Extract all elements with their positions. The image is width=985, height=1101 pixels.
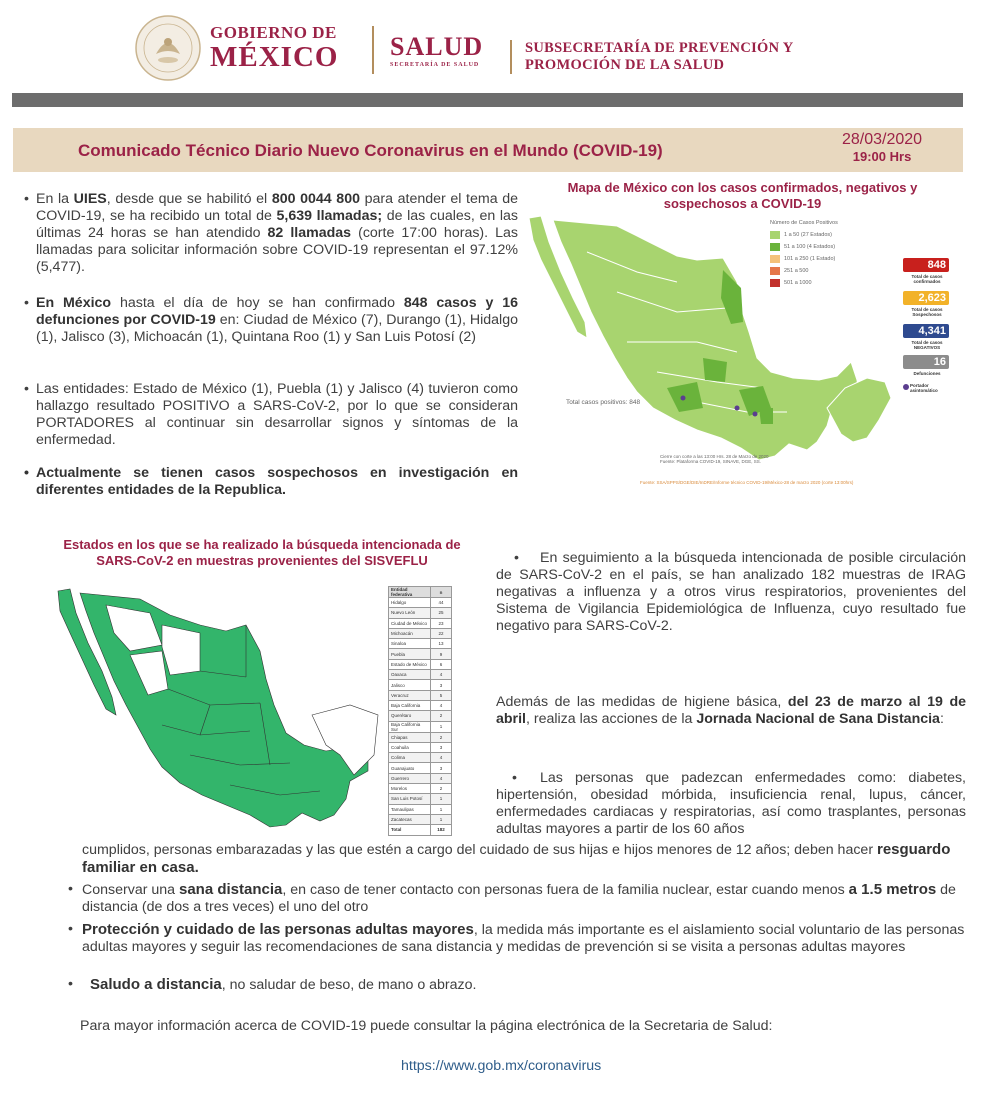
personas-continuation bbox=[82, 841, 967, 877]
table-row bbox=[389, 608, 452, 618]
table-row bbox=[389, 598, 452, 608]
portador-dot-icon bbox=[903, 384, 909, 390]
text-strong: Protección y cuidado de las personas adultas mayores bbox=[82, 921, 474, 938]
table-cell-entidad: Guanajuato bbox=[389, 763, 431, 773]
legend-items bbox=[770, 229, 870, 289]
legend-title: Número de Casos Positivos bbox=[770, 220, 838, 226]
bullet-dot: • bbox=[514, 550, 519, 566]
table-cell-entidad: Colima bbox=[389, 753, 431, 763]
legend-swatch bbox=[770, 255, 780, 263]
table-row bbox=[389, 618, 452, 628]
text: de distancia (de dos a tres veces) el uno del otro bbox=[82, 882, 956, 915]
bullet-adultos-mayores bbox=[68, 921, 967, 956]
sisveflu-table bbox=[388, 586, 452, 836]
bullet-dot: • bbox=[24, 381, 29, 397]
table-cell-n: 3 bbox=[431, 763, 452, 773]
table-cell-entidad: Ciudad de México bbox=[389, 618, 431, 628]
text: , la medida más importante es el aislamiento social voluntario de las personas adultas mayores y seguir las recomendaciones de sana distancia y medidas de prevención si se visita a personas adultas mayores bbox=[82, 922, 965, 955]
table-cell-entidad: Tamaulipas bbox=[389, 804, 431, 814]
text: , en caso de tener contacto con personas fuera de la familia nuclear, estar cuando menos bbox=[282, 882, 849, 898]
table-cell-n: 2 bbox=[431, 732, 452, 742]
table-cell-entidad: Oaxaca bbox=[389, 670, 431, 680]
bullet-uies bbox=[24, 191, 519, 276]
seguimiento-paragraph bbox=[496, 550, 966, 635]
table-cell-n: 182 bbox=[431, 825, 452, 835]
table-cell-n: 2 bbox=[431, 711, 452, 721]
legend-label: 51 a 100 (4 Estados) bbox=[784, 244, 836, 250]
table-cell-n: 3 bbox=[431, 742, 452, 752]
text: para atender el tema de COVID-19, se ha recibido un total de bbox=[36, 191, 519, 224]
stat-label: Defunciones bbox=[913, 371, 941, 376]
bullet-dot: • bbox=[68, 921, 73, 937]
subsecretaria-title bbox=[525, 40, 794, 74]
table-cell-n: 4 bbox=[431, 670, 452, 680]
table-row bbox=[389, 732, 452, 742]
table-cell-n: 23 bbox=[431, 618, 452, 628]
gobierno-de-mexico-logo bbox=[210, 24, 338, 72]
table-row bbox=[389, 639, 452, 649]
table-row bbox=[389, 700, 452, 710]
map1-total-label: Total casos positivos: 848 bbox=[566, 399, 641, 406]
gobierno-line2: MÉXICO bbox=[210, 41, 339, 73]
table-row bbox=[389, 659, 452, 669]
bullet-mexico-cases bbox=[24, 295, 518, 346]
table-cell-n: 13 bbox=[431, 639, 452, 649]
bullet-dot: • bbox=[24, 191, 29, 207]
text: En la bbox=[36, 191, 74, 207]
bullet-sana-distancia bbox=[68, 881, 967, 916]
text-strong: 82 llamadas bbox=[267, 225, 352, 241]
table-cell-n: 4 bbox=[431, 753, 452, 763]
bullet-dot: • bbox=[68, 881, 73, 897]
page-title: Comunicado Técnico Diario Nuevo Coronavirus en el Mundo (COVID-19) bbox=[78, 141, 663, 160]
table-row bbox=[389, 680, 452, 690]
stat-label: Total de casos confirmados bbox=[911, 274, 943, 284]
text-strong: Jornada Nacional de Sana Distancia bbox=[696, 711, 940, 727]
bullet-dot: • bbox=[68, 976, 73, 992]
text: de las cuales, en las últimas 24 horas se han atendido bbox=[36, 208, 518, 241]
legend-label: 101 a 250 (1 Estado) bbox=[784, 256, 836, 262]
table-cell-entidad: Puebla bbox=[389, 649, 431, 659]
stat-value: 848 bbox=[903, 258, 949, 272]
table-cell-n: 25 bbox=[431, 608, 452, 618]
table-cell-entidad: Hidalgo bbox=[389, 598, 431, 608]
legend-item bbox=[770, 277, 870, 289]
coronavirus-link[interactable]: https://www.gob.mx/coronavirus bbox=[401, 1058, 602, 1074]
bullet-portadores bbox=[24, 381, 518, 449]
text: , desde que se habilitó el bbox=[106, 191, 272, 207]
report-date bbox=[842, 131, 922, 164]
table-cell-entidad: Coahuila bbox=[389, 742, 431, 752]
salud-sub-text: SECRETARÍA DE SALUD bbox=[390, 62, 480, 68]
legend-item bbox=[770, 265, 870, 277]
header-divider-2 bbox=[510, 40, 512, 74]
text: En seguimiento a la búsqueda intencionada de posible circulación de SARS-CoV-2 en el país, se han analizado 182 muestras de IRAG negativas a influenza y a otros virus respiratorios, provenientes del Sistema de Vigilancia Epidemiológica de Influenza, cuyo resultado fue negativo para SARS-CoV-2. bbox=[496, 550, 966, 634]
salud-text: SALUD bbox=[390, 32, 484, 61]
legend-item bbox=[770, 229, 870, 241]
map2-title-line1: Estados en los que se ha realizado la búsqueda intencionada de bbox=[63, 537, 461, 552]
cut-note-line2: Fuente: Plataforma COVID-19, SINAVE, DGE, SS. bbox=[660, 459, 761, 464]
text: Las personas que padezcan enfermedades como: diabetes, hipertensión, obesidad mórbida, insuficiencia renal, lupus, cáncer, enfermedades cardiacas y respiratorias, así como trasplantes, personas adultas mayores a partir de los 60 años bbox=[496, 770, 966, 837]
legend-item bbox=[770, 241, 870, 253]
table-cell-n: 9 bbox=[431, 649, 452, 659]
table-row bbox=[389, 773, 452, 783]
bullet-saludo bbox=[68, 976, 967, 994]
map1-legend bbox=[770, 220, 870, 289]
table-row bbox=[389, 784, 452, 794]
header-gray-bar bbox=[12, 93, 963, 107]
text: , realiza las acciones de la bbox=[525, 711, 697, 727]
stat-value: 16 bbox=[903, 355, 949, 369]
sisveflu-map bbox=[50, 585, 380, 835]
time-text: 19:00 Hrs bbox=[852, 149, 912, 164]
table-cell-n: 22 bbox=[431, 628, 452, 638]
table-row bbox=[389, 721, 452, 732]
bullet-sospechosos bbox=[24, 465, 518, 499]
text-strong: a 1.5 metros bbox=[848, 881, 937, 898]
table-cell-n: 6 bbox=[431, 659, 452, 669]
legend-item bbox=[770, 253, 870, 265]
text-strong: sana distancia bbox=[179, 881, 283, 898]
table-cell-n: 1 bbox=[431, 814, 452, 824]
salud-logo bbox=[390, 34, 483, 68]
text: , no saludar de beso, de mano o abrazo. bbox=[221, 977, 477, 993]
table-cell-entidad: Total bbox=[389, 825, 431, 835]
table-cell-entidad: Baja California Sur bbox=[389, 721, 431, 732]
table-row bbox=[389, 670, 452, 680]
gobierno-line1: GOBIERNO DE bbox=[210, 23, 337, 42]
personas-paragraph bbox=[496, 770, 966, 838]
text: Además de las medidas de higiene básica, bbox=[496, 694, 788, 710]
map1-title-line1: Mapa de México con los casos confirmados, negativos y bbox=[567, 180, 918, 195]
stat-label: Total de casos Sospechosos bbox=[911, 307, 943, 317]
text-strong: 5,639 llamadas; bbox=[276, 208, 383, 224]
legend-swatch bbox=[770, 231, 780, 239]
table-row bbox=[389, 711, 452, 721]
header-divider bbox=[372, 26, 374, 74]
text-strong: resguardo familiar en casa. bbox=[82, 841, 951, 876]
text-strong: 848 casos y 16 defunciones por COVID-19 bbox=[36, 295, 518, 328]
portador-label: Portador asintomático bbox=[910, 383, 938, 393]
text-strong: del 23 de marzo al 19 de abril bbox=[496, 694, 966, 727]
subsecretaria-line2: PROMOCIÓN DE LA SALUD bbox=[525, 57, 725, 73]
legend-swatch bbox=[770, 243, 780, 251]
table-cell-entidad: Estado de México bbox=[389, 659, 431, 669]
more-info-text: Para mayor información acerca de COVID-19 puede consultar la página electrónica de la Secretaria de Salud: bbox=[80, 1018, 773, 1034]
table-row bbox=[389, 649, 452, 659]
table-cell-n: 44 bbox=[431, 598, 452, 608]
table-cell-entidad: Querétaro bbox=[389, 711, 431, 721]
table-cell-n: 5 bbox=[431, 690, 452, 700]
legend-swatch bbox=[770, 279, 780, 287]
table-row bbox=[389, 804, 452, 814]
table-cell-n: 4 bbox=[431, 700, 452, 710]
table-header-row bbox=[389, 587, 452, 598]
text: : bbox=[939, 711, 944, 727]
bullet-dot: • bbox=[24, 295, 29, 311]
table-cell-entidad: Jalisco bbox=[389, 680, 431, 690]
text: (corte 17:00 horas). Las llamadas para solicitar información sobre COVID-19 representan el 97.12% (5,477). bbox=[36, 225, 518, 275]
stat-value: 4,341 bbox=[903, 324, 949, 338]
text-strong: 800 0044 800 bbox=[271, 191, 360, 207]
table-row bbox=[389, 763, 452, 773]
stat-label: Total de casos NEGATIVOS bbox=[911, 340, 943, 350]
table-header-n: n bbox=[431, 587, 452, 598]
table-header-entidad: Entidad federativa bbox=[389, 587, 431, 598]
text: en: Ciudad de México (7), Durango (1), Hidalgo (1), Jalisco (3), Michoacán (1), Quintana Roo (1) y San Luis Potosí (2) bbox=[36, 312, 518, 345]
table-cell-entidad: Morelos bbox=[389, 784, 431, 794]
table-row bbox=[389, 814, 452, 824]
table-row bbox=[389, 794, 452, 804]
legend-swatch bbox=[770, 267, 780, 275]
cut-note-line1: Cierre con corte a las 13:00 Hrs. 28 de Marzo de 2020 bbox=[660, 454, 769, 459]
table-cell-n: 1 bbox=[431, 721, 452, 732]
table-cell-entidad: Sinaloa bbox=[389, 639, 431, 649]
ademas-paragraph bbox=[496, 694, 966, 728]
table-cell-entidad: Nuevo León bbox=[389, 608, 431, 618]
bullet-dot: • bbox=[24, 465, 29, 481]
mexico-seal-logo bbox=[134, 14, 202, 82]
table-cell-entidad: Zacatecas bbox=[389, 814, 431, 824]
table-cell-n: 3 bbox=[431, 680, 452, 690]
table-cell-entidad: Veracruz bbox=[389, 690, 431, 700]
stat-value: 2,623 bbox=[903, 291, 949, 305]
table-cell-entidad: San Luis Potosí bbox=[389, 794, 431, 804]
table-cell-n: 2 bbox=[431, 784, 452, 794]
map1-title bbox=[535, 180, 950, 212]
subsecretaria-line1: SUBSECRETARÍA DE PREVENCIÓN Y bbox=[525, 40, 794, 56]
legend-label: 251 a 500 bbox=[784, 268, 809, 274]
table-cell-n: 1 bbox=[431, 794, 452, 804]
table-row bbox=[389, 690, 452, 700]
map1-cut-note bbox=[660, 454, 769, 464]
text: hasta el día de hoy se han confirmado bbox=[111, 295, 404, 311]
table-row bbox=[389, 753, 452, 763]
table-row bbox=[389, 825, 452, 835]
map1-title-line2: sospechosos a COVID-19 bbox=[663, 196, 822, 211]
table-cell-entidad: Chiapas bbox=[389, 732, 431, 742]
map2-title bbox=[22, 537, 502, 569]
text-strong: UIES bbox=[73, 191, 107, 207]
table-cell-entidad: Guerrero bbox=[389, 773, 431, 783]
legend-label: 1 a 50 (27 Estados) bbox=[784, 232, 833, 238]
text-strong: En México bbox=[36, 295, 112, 311]
table-row bbox=[389, 628, 452, 638]
table-cell-entidad: Baja California bbox=[389, 700, 431, 710]
legend-label: 501 a 1000 bbox=[784, 280, 812, 286]
text: Las entidades: Estado de México (1), Puebla (1) y Jalisco (4) tuvieron como hallazgo resultado POSITIVO a SARS-CoV-2, por lo que se consideran PORTADORES al continuar sin desarrollar signos y síntomas de la enfermedad. bbox=[36, 381, 518, 448]
text: Conservar una bbox=[82, 882, 179, 898]
table-cell-n: 1 bbox=[431, 804, 452, 814]
table-cell-entidad: Michoacán bbox=[389, 628, 431, 638]
bullet-dot: • bbox=[512, 770, 517, 786]
text-strong: Saludo a distancia bbox=[90, 976, 222, 993]
text: cumplidos, personas embarazadas y las que estén a cargo del cuidado de sus hijas e hijos menores de 12 años; deben hacer bbox=[82, 842, 877, 858]
table-cell-n: 4 bbox=[431, 773, 452, 783]
date-text: 28/03/2020 bbox=[842, 131, 923, 148]
table-row bbox=[389, 742, 452, 752]
text: Actualmente se tienen casos sospechosos en investigación en diferentes entidades de la Republica. bbox=[36, 465, 518, 498]
map1-source: Fuente: SSA/SPPS/DGE/DIE/InDRE/Informe técnico COVID-19/México-28 de marzo 2020 (corte 13:00hrs) bbox=[640, 480, 854, 485]
map2-title-line2: SARS-CoV-2 en muestras provenientes del SISVEFLU bbox=[96, 553, 428, 568]
